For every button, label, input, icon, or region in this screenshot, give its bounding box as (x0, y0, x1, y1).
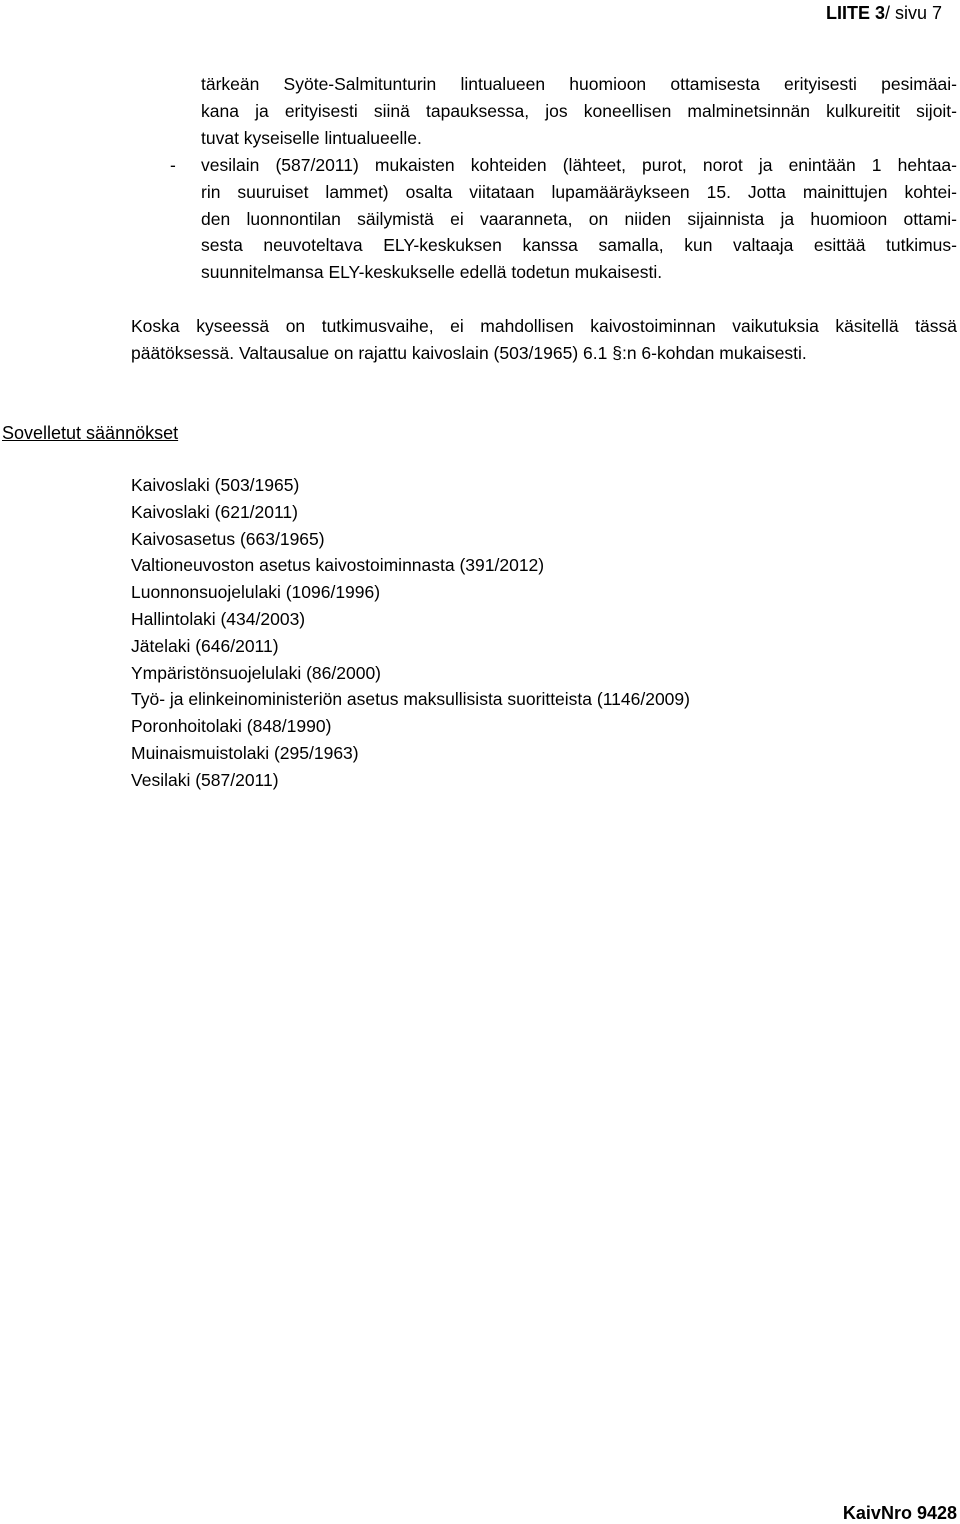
bullet-line-3: den luonnontilan säilymistä ei vaaranneta, on niiden sijainnista ja huomioon ottami- (201, 208, 957, 229)
research-line-1: Koska kyseessä on tutkimusvaihe, ei mahdollisen kaivostoiminnan vaikutuksia käsitellä tässä (131, 316, 957, 336)
regulation-item: Valtioneuvoston asetus kaivostoiminnasta (391/2012) (131, 555, 545, 576)
bullet-line-5: suunnitelmansa ELY-keskukselle edellä todetun mukaisesti. (201, 262, 663, 283)
regulation-item: Kaivoslaki (503/1965) (131, 475, 300, 495)
intro-line-2: kana ja erityisesti siinä tapauksessa, jos koneellisen malminetsinnän kulkureitit sijoit- (201, 100, 957, 121)
regulation-item: Vesilaki (587/2011) (131, 769, 279, 790)
intro-paragraph (201, 71, 957, 151)
regulation-item: Ympäristönsuojelulaki (86/2000) (131, 662, 381, 683)
page-number-label: / sivu 7 (884, 3, 942, 23)
bullet-paragraph (201, 152, 957, 286)
regulation-item: Luonnonsuojelulaki (1096/1996) (131, 582, 381, 603)
regulation-item: Kaivosasetus (663/1965) (131, 528, 325, 549)
bullet-line-2: rin suuruiset lammet) osalta viitataan lupamääräykseen 15. Jotta mainittujen kohtei- (201, 181, 957, 202)
appendix-label: LIITE 3 (825, 3, 885, 23)
intro-line-1: tärkeän Syöte-Salmitunturin lintualueen huomioon ottamisesta erityisesti pesimäai- (201, 74, 957, 94)
regulation-item: Jätelaki (646/2011) (131, 635, 279, 656)
bullet-marker: - (170, 155, 176, 175)
section-heading: Sovelletut säännökset (2, 423, 179, 443)
intro-line-3: tuvat kyseiselle lintualueelle. (201, 127, 422, 148)
research-line-2: päätöksessä. Valtausalue on rajattu kaivoslain (503/1965) 6.1 §:n 6-kohdan mukaisesti. (131, 342, 807, 363)
regulation-item: Poronhoitolaki (848/1990) (131, 716, 332, 737)
bullet-line-1: vesilain (587/2011) mukaisten kohteiden (lähteet, purot, norot ja enintään 1 hehtaa- (201, 155, 957, 175)
page-header (826, 2, 942, 24)
regulation-item: Työ- ja elinkeinoministeriön asetus maksullisista suoritteista (1146/2009) (131, 689, 690, 710)
research-paragraph (131, 313, 957, 367)
regulation-item: Hallintolaki (434/2003) (131, 608, 306, 629)
regulation-list (131, 472, 690, 794)
regulation-item: Muinaismuistolaki (295/1963) (131, 742, 359, 763)
mining-claim-number: KaivNro 9428 (842, 1503, 957, 1523)
bullet-line-4: sesta neuvoteltava ELY-keskuksen kanssa samalla, kun valtaaja esittää tutkimus- (201, 235, 957, 256)
regulation-item: Kaivoslaki (621/2011) (131, 501, 298, 522)
